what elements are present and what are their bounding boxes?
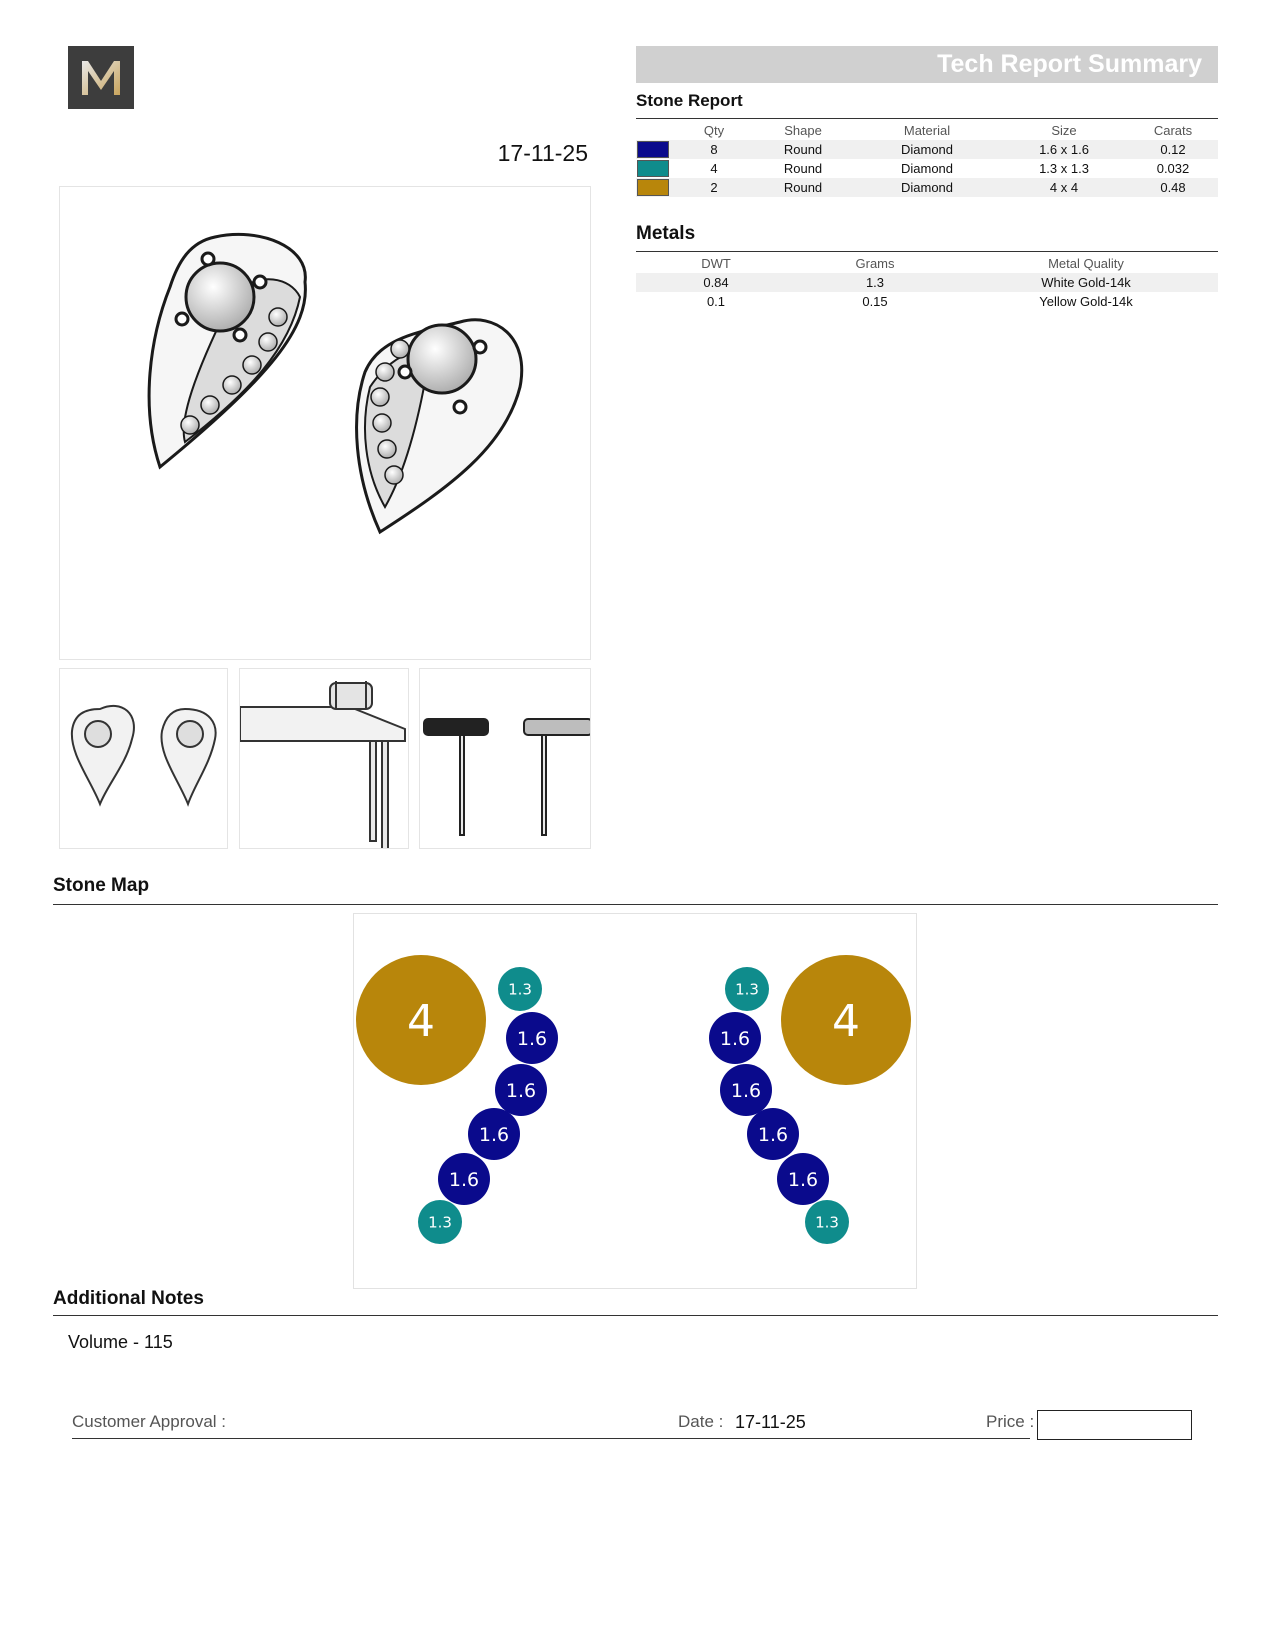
stone-size-label: 1.3 — [815, 1213, 839, 1232]
stone-size-label: 1.6 — [478, 1123, 510, 1146]
stone-map-diagram — [354, 914, 916, 1288]
stone-size-label: 4 — [832, 995, 860, 1047]
logo-m-icon — [68, 46, 134, 109]
side-view-image — [240, 669, 409, 849]
right-earring-render — [357, 320, 522, 532]
stone-size-label: 1.3 — [735, 980, 759, 999]
column-header: Material — [903, 122, 951, 138]
stone-size-label: 1.6 — [730, 1079, 762, 1102]
report-title-bar — [636, 46, 1218, 83]
column-header: Size — [1051, 122, 1077, 138]
stone-size-label: 1.3 — [428, 1213, 452, 1232]
metals-table-header — [636, 253, 1218, 273]
quality-cell: Yellow Gold-14k — [1039, 294, 1133, 309]
table-row — [636, 140, 1218, 159]
table-row — [636, 273, 1218, 292]
color-swatch — [637, 160, 669, 177]
stone-report-table — [636, 120, 1218, 197]
stone-marker — [438, 1153, 490, 1205]
carats-cell: 0.12 — [1128, 140, 1218, 159]
thumbnail-side-view — [239, 668, 409, 849]
carats-cell: 0.032 — [1156, 161, 1190, 176]
stone-size-label: 1.6 — [516, 1027, 548, 1050]
stone-map-panel — [353, 913, 917, 1289]
stone-marker — [709, 1012, 761, 1064]
stone-marker — [356, 955, 486, 1085]
material-cell: Diamond — [854, 140, 1000, 159]
metals-rule — [636, 251, 1218, 252]
grams-cell: 1.3 — [796, 273, 954, 292]
column-header: DWT — [701, 255, 731, 271]
table-row — [636, 178, 1218, 197]
stone-marker — [777, 1153, 829, 1205]
price-label: Price : — [986, 1412, 1035, 1431]
color-swatch — [637, 179, 669, 196]
stone-marker — [506, 1012, 558, 1064]
stone-map-heading: Stone Map — [53, 875, 150, 896]
signature-line — [72, 1438, 1030, 1439]
stone-report-rule — [636, 118, 1218, 119]
report-title: Tech Report Summary — [937, 50, 1202, 78]
metals-heading: Metals — [636, 223, 696, 244]
table-row — [636, 292, 1218, 311]
stone-marker — [725, 967, 769, 1011]
color-swatch — [637, 141, 669, 158]
stone-marker — [747, 1108, 799, 1160]
customer-approval-label: Customer Approval : — [72, 1412, 227, 1431]
qty-cell: 2 — [676, 178, 752, 197]
company-logo — [68, 46, 134, 109]
stone-size-label: 1.6 — [505, 1079, 537, 1102]
stone-size-label: 1.6 — [757, 1123, 789, 1146]
stone-size-label: 1.6 — [448, 1168, 480, 1191]
material-cell: Diamond — [900, 161, 954, 176]
earring-render-image — [60, 187, 591, 660]
column-header: Carats — [1153, 122, 1193, 138]
notes-text: Volume - 115 — [68, 1332, 173, 1352]
stone-marker — [495, 1064, 547, 1116]
color-swatch-cell — [636, 159, 676, 178]
front-view-image — [60, 669, 228, 849]
table-row — [636, 159, 1218, 178]
approval-date-label: Date : — [678, 1412, 724, 1431]
dwt-cell: 0.84 — [636, 273, 796, 292]
metals-table — [636, 253, 1218, 311]
stone-marker — [720, 1064, 772, 1116]
stone-map-rule — [53, 904, 1218, 905]
stone-size-label: 4 — [407, 995, 435, 1047]
stone-marker — [781, 955, 911, 1085]
qty-cell: 4 — [710, 161, 718, 176]
stone-size-label: 1.6 — [719, 1027, 751, 1050]
main-render-panel — [59, 186, 591, 660]
thumbnail-front-view — [59, 668, 228, 849]
profile-view-image — [420, 669, 591, 849]
additional-notes-heading: Additional Notes — [53, 1288, 204, 1309]
stone-marker — [418, 1200, 462, 1244]
size-cell: 1.6 x 1.6 — [1000, 140, 1128, 159]
left-earring-render — [149, 234, 305, 467]
stone-marker — [498, 967, 542, 1011]
swatch-column-header — [636, 120, 676, 140]
stone-marker — [468, 1108, 520, 1160]
size-cell: 4 x 4 — [1000, 178, 1128, 197]
grams-cell: 0.15 — [862, 294, 888, 309]
material-cell: Diamond — [854, 178, 1000, 197]
color-swatch-cell — [636, 140, 676, 159]
stone-marker — [805, 1200, 849, 1244]
carats-cell: 0.48 — [1128, 178, 1218, 197]
color-swatch-cell — [636, 178, 676, 197]
dwt-cell: 0.1 — [706, 294, 726, 309]
report-date: 17-11-25 — [497, 140, 588, 166]
stone-size-label: 1.3 — [508, 980, 532, 999]
shape-cell: Round — [752, 140, 854, 159]
quality-cell: White Gold-14k — [954, 273, 1218, 292]
stone-table-header — [636, 120, 1218, 140]
column-header: Grams — [855, 255, 895, 271]
shape-cell: Round — [752, 178, 854, 197]
column-header: Shape — [784, 122, 822, 138]
qty-cell: 8 — [676, 140, 752, 159]
shape-cell: Round — [783, 161, 823, 176]
approval-date-value: 17-11-25 — [735, 1412, 806, 1432]
size-cell: 1.3 x 1.3 — [1039, 161, 1089, 176]
column-header: Qty — [703, 122, 725, 138]
stone-report-heading: Stone Report — [636, 91, 743, 110]
stone-size-label: 1.6 — [787, 1168, 819, 1191]
additional-notes-rule — [53, 1315, 1218, 1316]
thumbnail-profile-view — [419, 668, 591, 849]
column-header: Metal Quality — [1048, 255, 1124, 271]
price-field[interactable] — [1037, 1410, 1192, 1440]
